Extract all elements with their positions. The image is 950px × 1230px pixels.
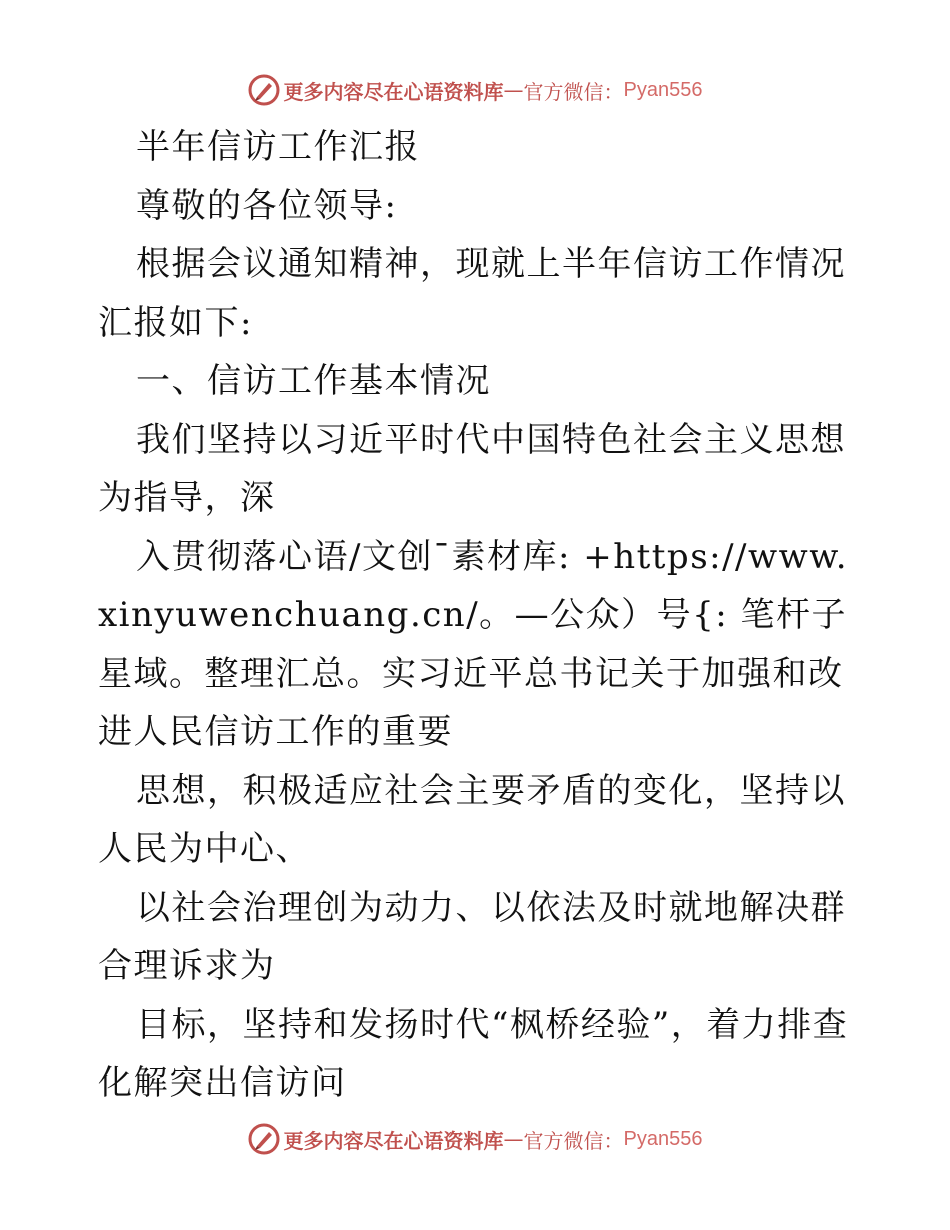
- footer-banner-wechat-label: 官方微信：: [523, 1128, 624, 1153]
- pen-logo-icon: [248, 74, 280, 106]
- footer-banner-main-text: 更多内容尽在心语资料库: [283, 1128, 504, 1153]
- paragraph-salutation: 尊敬的各位领导:: [136, 185, 398, 226]
- header-banner-main-text: 更多内容尽在心语资料库: [283, 79, 504, 104]
- footer-banner: [0, 1119, 950, 1159]
- paragraph-body: 思想，积极适应社会主要矛盾的变化，坚持以人民为中心、: [98, 770, 846, 869]
- document-title: 半年信访工作汇报: [136, 127, 420, 167]
- pen-logo-icon: [248, 1123, 280, 1155]
- document-body: [98, 118, 858, 1113]
- paragraph-body: 我们坚持以习近平时代中国特色社会主义思想为指导，深: [98, 419, 846, 518]
- footer-banner-wechat-id: Pyan556: [623, 1127, 703, 1150]
- paragraph-body: 目标，坚持和发扬时代“枫桥经验”，着力排查化解突出信访问: [98, 1004, 849, 1103]
- paragraph-body: 入贯彻落心语/文创¯素材库: +https://www.xinyuwenchuang.cn/。—公众）号{: 笔杆子星域。整理汇总。实习近平总书记关于加强和改进人民信访工作的重要: [98, 536, 849, 752]
- paragraph-intro: 根据会议通知精神，现就上半年信访工作情况汇报如下:: [98, 244, 846, 343]
- header-banner-separator: —: [503, 78, 524, 102]
- paragraph-body: 以社会治理创为动力、以依法及时就地解决群合理诉求为: [98, 887, 846, 986]
- footer-banner-separator: —: [503, 1127, 524, 1151]
- section-heading-1: 一、信访工作基本情况: [136, 361, 491, 401]
- header-banner-wechat-id: Pyan556: [623, 78, 703, 101]
- header-banner-wechat-label: 官方微信：: [523, 79, 624, 104]
- header-banner: [0, 70, 950, 110]
